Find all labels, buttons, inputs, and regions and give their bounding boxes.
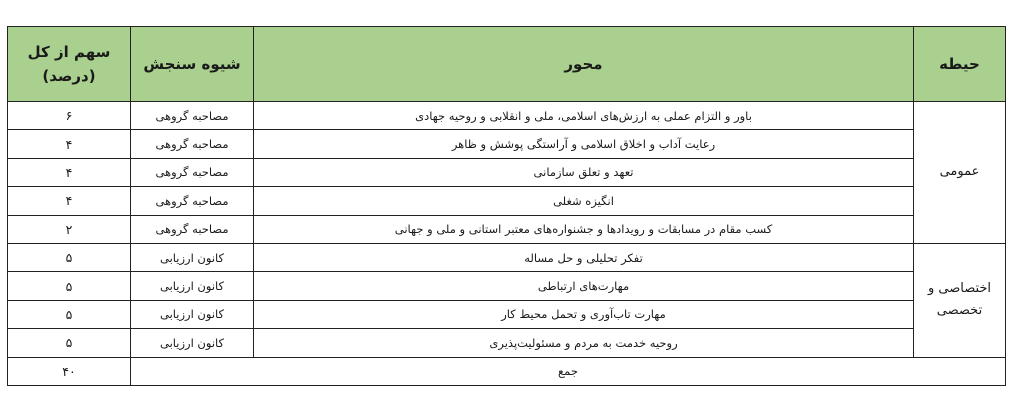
header-axis: محور xyxy=(254,27,914,102)
domain-specialized-line1: اختصاصی و xyxy=(927,281,992,297)
header-domain: حیطه xyxy=(914,27,1006,102)
share-cell: ۶ xyxy=(8,102,131,130)
method-cell: کانون ارزیابی xyxy=(131,300,254,328)
method-cell: کانون ارزیابی xyxy=(131,329,254,357)
table-row xyxy=(8,300,1006,328)
share-cell: ۵ xyxy=(8,243,131,271)
header-share-line1: سهم از کل xyxy=(27,43,111,61)
method-cell: کانون ارزیابی xyxy=(131,272,254,300)
table-row xyxy=(8,102,1006,130)
method-cell: مصاحبه گروهی xyxy=(131,187,254,215)
table-row xyxy=(8,130,1006,158)
share-cell: ۴ xyxy=(8,187,131,215)
share-cell: ۴ xyxy=(8,158,131,186)
header-row xyxy=(8,27,1006,102)
table-row xyxy=(8,215,1006,243)
method-cell: کانون ارزیابی xyxy=(131,243,254,271)
table-row xyxy=(8,329,1006,357)
total-label: جمع xyxy=(131,357,1006,385)
domain-general: عمومی xyxy=(914,102,1006,244)
axis-cell: رعایت آداب و اخلاق اسلامی و آراستگی پوشش و ظاهر xyxy=(254,130,914,158)
assessment-table-container xyxy=(7,26,1006,386)
domain-specialized xyxy=(914,243,1006,357)
axis-cell: روحیه خدمت به مردم و مسئولیت‌پذیری xyxy=(254,329,914,357)
share-cell: ۵ xyxy=(8,300,131,328)
share-cell: ۵ xyxy=(8,329,131,357)
axis-cell: تعهد و تعلق سازمانی xyxy=(254,158,914,186)
total-value: ۴۰ xyxy=(8,357,131,385)
axis-cell: مهارت تاب‌آوری و تحمل محیط کار xyxy=(254,300,914,328)
method-cell: مصاحبه گروهی xyxy=(131,215,254,243)
table-row xyxy=(8,243,1006,271)
header-method: شیوه سنجش xyxy=(131,27,254,102)
axis-cell: تفکر تحلیلی و حل مساله xyxy=(254,243,914,271)
method-cell: مصاحبه گروهی xyxy=(131,130,254,158)
header-share-line2: (درصد) xyxy=(42,67,96,85)
domain-specialized-line2: تخصصی xyxy=(936,303,983,319)
method-cell: مصاحبه گروهی xyxy=(131,158,254,186)
axis-cell: کسب مقام در مسابقات و رویدادها و جشنواره‌های معتبر استانی و ملی و جهانی xyxy=(254,215,914,243)
table-row xyxy=(8,158,1006,186)
axis-cell: مهارت‌های ارتباطی xyxy=(254,272,914,300)
share-cell: ۵ xyxy=(8,272,131,300)
axis-cell: انگیزه شغلی xyxy=(254,187,914,215)
table-row xyxy=(8,272,1006,300)
header-share xyxy=(8,27,131,102)
share-cell: ۴ xyxy=(8,130,131,158)
axis-cell: باور و التزام عملی به ارزش‌های اسلامی، ملی و انقلابی و روحیه جهادی xyxy=(254,102,914,130)
total-row xyxy=(8,357,1006,385)
method-cell: مصاحبه گروهی xyxy=(131,102,254,130)
assessment-table xyxy=(7,26,1006,386)
table-row xyxy=(8,187,1006,215)
share-cell: ۲ xyxy=(8,215,131,243)
